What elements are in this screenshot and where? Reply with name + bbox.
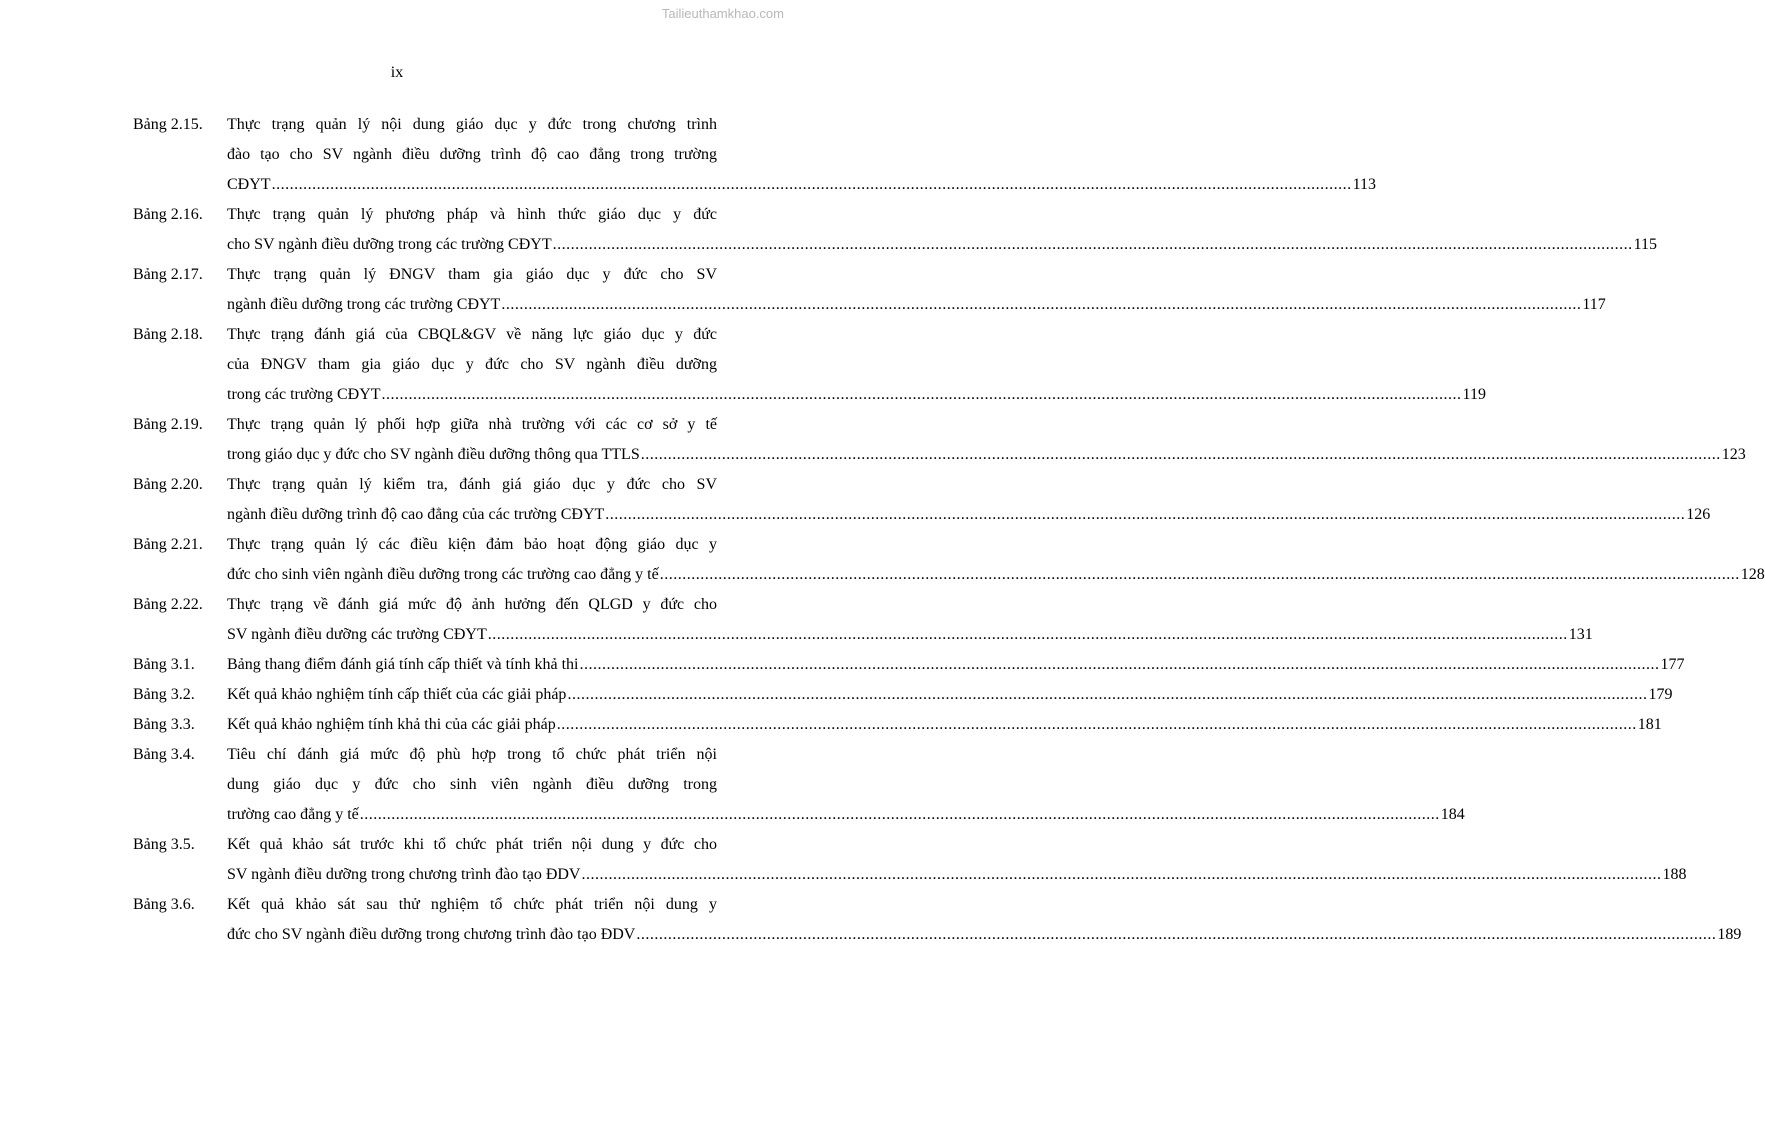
entry-title: [227, 260, 1606, 320]
entry-title-line: Thực trạng quản lý kiểm tra, đánh giá giáo dục y đức cho SV: [227, 476, 717, 493]
toc-entry[interactable]: [133, 890, 1742, 950]
dot-leader: [488, 620, 1568, 650]
dot-leader: [605, 500, 1685, 530]
entry-title-line: ngành điều dưỡng trình độ cao đẳng của các trường CĐYT: [227, 506, 605, 523]
dot-leader: [360, 800, 1440, 830]
entry-title-line: đức cho sinh viên ngành điều dưỡng trong các trường cao đẳng y tế: [227, 566, 659, 583]
toc-entry[interactable]: [133, 680, 1673, 710]
toc-entry[interactable]: [133, 740, 1465, 830]
entry-page-number: 128: [1740, 566, 1765, 583]
entry-label: Bảng 2.17.: [133, 266, 203, 283]
entry-title-line: Kết quả khảo nghiệm tính cấp thiết của các giải pháp: [227, 686, 567, 703]
entry-title-line: SV ngành điều dưỡng các trường CĐYT: [227, 626, 487, 643]
entry-title: [227, 410, 1746, 470]
toc-entry[interactable]: [133, 410, 1746, 470]
dot-leader: [557, 710, 1637, 740]
entry-page-number: 131: [1568, 626, 1593, 643]
dot-leader: [272, 170, 1352, 200]
table-of-tables: [133, 110, 1765, 950]
entry-label: Bảng 3.3.: [133, 716, 195, 733]
entry-page-number: 113: [1352, 176, 1376, 193]
entry-title: [227, 470, 1711, 530]
entry-page-number: 119: [1462, 386, 1486, 403]
entry-title-line: Tiêu chí đánh giá mức độ phù hợp trong tổ chức phát triển nội: [227, 746, 717, 763]
dot-leader: [636, 920, 1716, 950]
entry-title-line: Thực trạng quản lý phối hợp giữa nhà trường với các cơ sở y tế: [227, 416, 717, 433]
entry-page-number: 126: [1686, 506, 1711, 523]
entry-page-number: 188: [1662, 866, 1687, 883]
entry-label: Bảng 2.21.: [133, 536, 203, 553]
entry-title: [227, 680, 1673, 710]
entry-label: Bảng 3.1.: [133, 656, 195, 673]
entry-page-number: 115: [1633, 236, 1657, 253]
dot-leader: [501, 290, 1581, 320]
watermark: Tailieuthamkhao.com: [661, 6, 784, 21]
entry-page-number: 184: [1440, 806, 1465, 823]
dot-leader: [579, 650, 1659, 680]
entry-page-number: 177: [1660, 656, 1685, 673]
entry-title-line: Thực trạng quản lý nội dung giáo dục y đức trong chương trình: [227, 116, 717, 133]
entry-label: Bảng 2.22.: [133, 596, 203, 613]
entry-label: Bảng 3.5.: [133, 836, 195, 853]
dot-leader: [641, 440, 1721, 470]
entry-title-line: trong các trường CĐYT: [227, 386, 381, 403]
entry-title-line: Kết quả khảo sát trước khi tổ chức phát triển nội dung y đức cho: [227, 836, 717, 853]
entry-label: Bảng 2.16.: [133, 206, 203, 223]
entry-label: Bảng 3.6.: [133, 896, 195, 913]
entry-title-line: Thực trạng quản lý phương pháp và hình thức giáo dục y đức: [227, 206, 717, 223]
entry-title-line: Thực trạng về đánh giá mức độ ảnh hưởng đến QLGD y đức cho: [227, 596, 717, 613]
dot-leader: [382, 380, 1462, 410]
dot-leader: [660, 560, 1740, 590]
entry-label: Bảng 3.2.: [133, 686, 195, 703]
entry-page-number: 123: [1721, 446, 1746, 463]
entry-page-number: 181: [1637, 716, 1662, 733]
toc-entry[interactable]: [133, 590, 1593, 650]
entry-label: Bảng 2.15.: [133, 116, 203, 133]
entry-label: Bảng 2.19.: [133, 416, 203, 433]
entry-label: Bảng 2.18.: [133, 326, 203, 343]
entry-title-line: Kết quả khảo nghiệm tính khả thi của các giải pháp: [227, 716, 556, 733]
entry-title-line: Thực trạng quản lý ĐNGV tham gia giáo dục y đức cho SV: [227, 266, 717, 283]
entry-page-number: 179: [1648, 686, 1673, 703]
toc-entry[interactable]: [133, 320, 1486, 410]
entry-title-line: đức cho SV ngành điều dưỡng trong chương trình đào tạo ĐDV: [227, 926, 636, 943]
entry-title-line: ngành điều dưỡng trong các trường CĐYT: [227, 296, 501, 313]
entry-title: [227, 830, 1687, 890]
entry-title: [227, 530, 1765, 590]
toc-entry[interactable]: [133, 110, 1376, 200]
entry-title-line: SV ngành điều dưỡng trong chương trình đào tạo ĐDV: [227, 866, 581, 883]
entry-title: [227, 590, 1593, 650]
toc-entry[interactable]: [133, 200, 1657, 260]
entry-title: [227, 320, 1486, 410]
toc-entry[interactable]: [133, 830, 1687, 890]
entry-title: [227, 740, 1465, 830]
entry-label: Bảng 3.4.: [133, 746, 195, 763]
entry-title: [227, 710, 1662, 740]
entry-title-line: dung giáo dục y đức cho sinh viên ngành điều dưỡng trong: [227, 776, 717, 793]
entry-title-line: đào tạo cho SV ngành điều dưỡng trình độ cao đẳng trong trường: [227, 146, 717, 163]
entry-title-line: Thực trạng quản lý các điều kiện đảm bảo hoạt động giáo dục y: [227, 536, 717, 553]
entry-page-number: 189: [1717, 926, 1742, 943]
entry-title-line: Bảng thang điểm đánh giá tính cấp thiết và tính khả thi: [227, 656, 579, 673]
entry-title: [227, 200, 1657, 260]
entry-label: Bảng 2.20.: [133, 476, 203, 493]
dot-leader: [581, 860, 1661, 890]
entry-title: [227, 650, 1685, 680]
dot-leader: [553, 230, 1633, 260]
entry-title: [227, 890, 1742, 950]
entry-page-number: 117: [1582, 296, 1606, 313]
page-number: ix: [390, 64, 404, 81]
dot-leader: [567, 680, 1647, 710]
entry-title-line: trường cao đẳng y tế: [227, 806, 359, 823]
entry-title-line: cho SV ngành điều dưỡng trong các trường CĐYT: [227, 236, 552, 253]
toc-entry[interactable]: [133, 710, 1662, 740]
toc-entry[interactable]: [133, 530, 1765, 590]
toc-entry[interactable]: [133, 470, 1711, 530]
entry-title-line: của ĐNGV tham gia giáo dục y đức cho SV ngành điều dưỡng: [227, 356, 717, 373]
entry-title-line: Thực trạng đánh giá của CBQL&GV về năng lực giáo dục y đức: [227, 326, 717, 343]
entry-title-line: Kết quả khảo sát sau thử nghiệm tổ chức phát triển nội dung y: [227, 896, 717, 913]
entry-title: [227, 110, 1376, 200]
toc-entry[interactable]: [133, 260, 1606, 320]
entry-title-line: trong giáo dục y đức cho SV ngành điều dưỡng thông qua TTLS: [227, 446, 640, 463]
entry-title-line: CĐYT: [227, 176, 271, 193]
toc-entry[interactable]: [133, 650, 1685, 680]
